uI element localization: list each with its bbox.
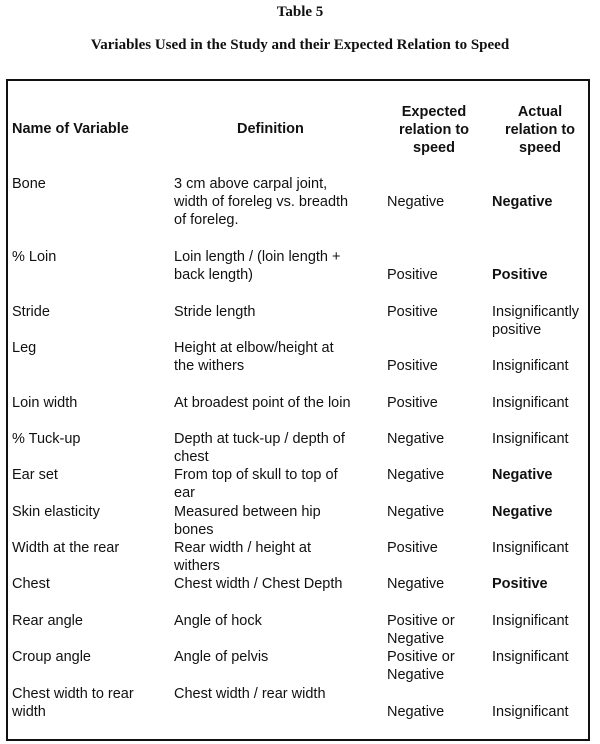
cell-name [12, 394, 77, 412]
cell-definition [174, 648, 268, 666]
header-expected-line: speed [413, 140, 455, 156]
cell-line: Positive [492, 267, 548, 283]
cell-expected [387, 503, 444, 521]
cell-definition [174, 248, 340, 284]
cell-actual [492, 612, 569, 630]
cell-line: Chest [12, 576, 50, 592]
cell-line: % Loin [12, 249, 57, 265]
cell-name [12, 648, 91, 666]
cell-actual [492, 303, 579, 339]
cell-line: Skin elasticity [12, 504, 100, 520]
cell-line: Insignificant [492, 358, 569, 374]
cell-line: Loin length / (loin length + [174, 249, 341, 265]
cell-line: Negative [387, 704, 445, 720]
cell-definition [174, 612, 262, 630]
cell-definition [174, 685, 326, 703]
cell-line: Positive or [387, 649, 455, 665]
cell-actual [492, 466, 552, 484]
cell-line: Positive [387, 358, 438, 374]
cell-line: At broadest point of the loin [174, 395, 351, 411]
cell-expected [387, 466, 444, 484]
cell-expected [387, 430, 444, 448]
cell-line: Width at the rear [12, 540, 120, 556]
cell-definition [174, 394, 351, 412]
cell-line: positive [492, 322, 542, 338]
cell-line: Insignificant [492, 613, 569, 629]
cell-name [12, 575, 50, 593]
cell-line: Bone [12, 176, 46, 192]
cell-line: Leg [12, 340, 37, 356]
cell-line: Negative [387, 631, 445, 647]
cell-actual [492, 266, 548, 284]
cell-line: Croup angle [12, 649, 91, 665]
cell-actual [492, 503, 552, 521]
cell-expected [387, 357, 438, 375]
header-definition: Definition [237, 121, 304, 137]
cell-actual [492, 430, 569, 448]
cell-line: Insignificant [492, 540, 569, 556]
cell-line: Loin width [12, 395, 78, 411]
cell-expected [387, 266, 438, 284]
cell-expected [387, 703, 444, 721]
cell-definition [174, 503, 321, 539]
cell-line: From top of skull to top of [174, 467, 338, 483]
cell-line: Stride length [174, 304, 256, 320]
header-expected [388, 103, 480, 157]
cell-line: Depth at tuck-up / depth of [174, 431, 345, 447]
cell-line: Negative [387, 667, 445, 683]
cell-line: Positive [387, 540, 438, 556]
cell-line: Negative [492, 504, 553, 520]
cell-line: Angle of pelvis [174, 649, 269, 665]
cell-name [12, 339, 36, 357]
cell-name [12, 175, 46, 193]
cell-name [12, 539, 119, 557]
cell-line: Positive or [387, 613, 455, 629]
cell-name [12, 466, 58, 484]
cell-actual [492, 703, 569, 721]
cell-expected [387, 648, 455, 684]
cell-line: the withers [174, 358, 245, 374]
cell-line: back length) [174, 267, 253, 283]
cell-line: Insignificant [492, 431, 569, 447]
header-expected-line: Expected [401, 104, 467, 120]
table-caption: Variables Used in the Study and their Expected Relation to Speed [90, 37, 510, 53]
cell-definition [174, 339, 334, 375]
cell-line: withers [174, 558, 220, 574]
cell-line: Positive [387, 304, 438, 320]
header-actual-line: speed [519, 140, 561, 156]
cell-name [12, 303, 50, 321]
cell-line: Rear width / height at [174, 540, 312, 556]
cell-line: bones [174, 522, 214, 538]
cell-definition [174, 430, 345, 466]
cell-line: width [12, 704, 46, 720]
cell-line: width of foreleg vs. breadth [174, 194, 349, 210]
cell-line: Rear angle [12, 613, 83, 629]
cell-name [12, 612, 83, 630]
cell-line: Negative [492, 194, 553, 210]
cell-line: Ear set [12, 467, 58, 483]
cell-line: Stride [12, 304, 50, 320]
cell-actual [492, 575, 548, 593]
cell-actual [492, 539, 569, 557]
cell-definition [174, 175, 348, 229]
cell-line: Negative [387, 504, 445, 520]
cell-line: Insignificant [492, 704, 569, 720]
header-actual-line: Actual [517, 104, 563, 120]
cell-line: Angle of hock [174, 613, 262, 629]
cell-expected [387, 303, 438, 321]
cell-name [12, 248, 56, 266]
cell-line: Height at elbow/height at [174, 340, 334, 356]
header-actual [494, 103, 586, 157]
cell-actual [492, 193, 552, 211]
cell-line: Negative [387, 431, 445, 447]
cell-line: Negative [387, 576, 445, 592]
cell-line: Positive [492, 576, 548, 592]
cell-line: Chest width / rear width [174, 686, 326, 702]
cell-definition [174, 466, 338, 502]
cell-line: Measured between hip [174, 504, 321, 520]
cell-name [12, 430, 81, 448]
cell-line: chest [174, 449, 209, 465]
cell-line: Positive [387, 267, 438, 283]
cell-name [12, 685, 134, 721]
cell-definition [174, 539, 311, 575]
cell-line: Insignificant [492, 395, 569, 411]
cell-line: of foreleg. [174, 212, 239, 228]
cell-actual [492, 648, 569, 666]
cell-line: Negative [387, 467, 445, 483]
cell-definition [174, 575, 342, 593]
cell-name [12, 503, 100, 521]
cell-expected [387, 394, 438, 412]
cell-expected [387, 193, 444, 211]
cell-actual [492, 357, 569, 375]
cell-line: Chest width to rear [12, 686, 134, 702]
cell-line: % Tuck-up [12, 431, 81, 447]
header-expected-line: relation to [398, 122, 470, 138]
cell-actual [492, 394, 569, 412]
cell-line: Positive [387, 395, 438, 411]
table-number: Table 5 [276, 4, 324, 20]
cell-definition [174, 303, 255, 321]
cell-expected [387, 539, 438, 557]
cell-line: Negative [492, 467, 553, 483]
cell-expected [387, 575, 444, 593]
cell-line: ear [174, 485, 195, 501]
header-actual-line: relation to [504, 122, 576, 138]
cell-line: 3 cm above carpal joint, [174, 176, 328, 192]
header-name: Name of Variable [12, 121, 129, 137]
cell-line: Insignificant [492, 649, 569, 665]
cell-line: Insignificantly [492, 304, 580, 320]
cell-line: Chest width / Chest Depth [174, 576, 343, 592]
cell-line: Negative [387, 194, 445, 210]
cell-expected [387, 612, 455, 648]
